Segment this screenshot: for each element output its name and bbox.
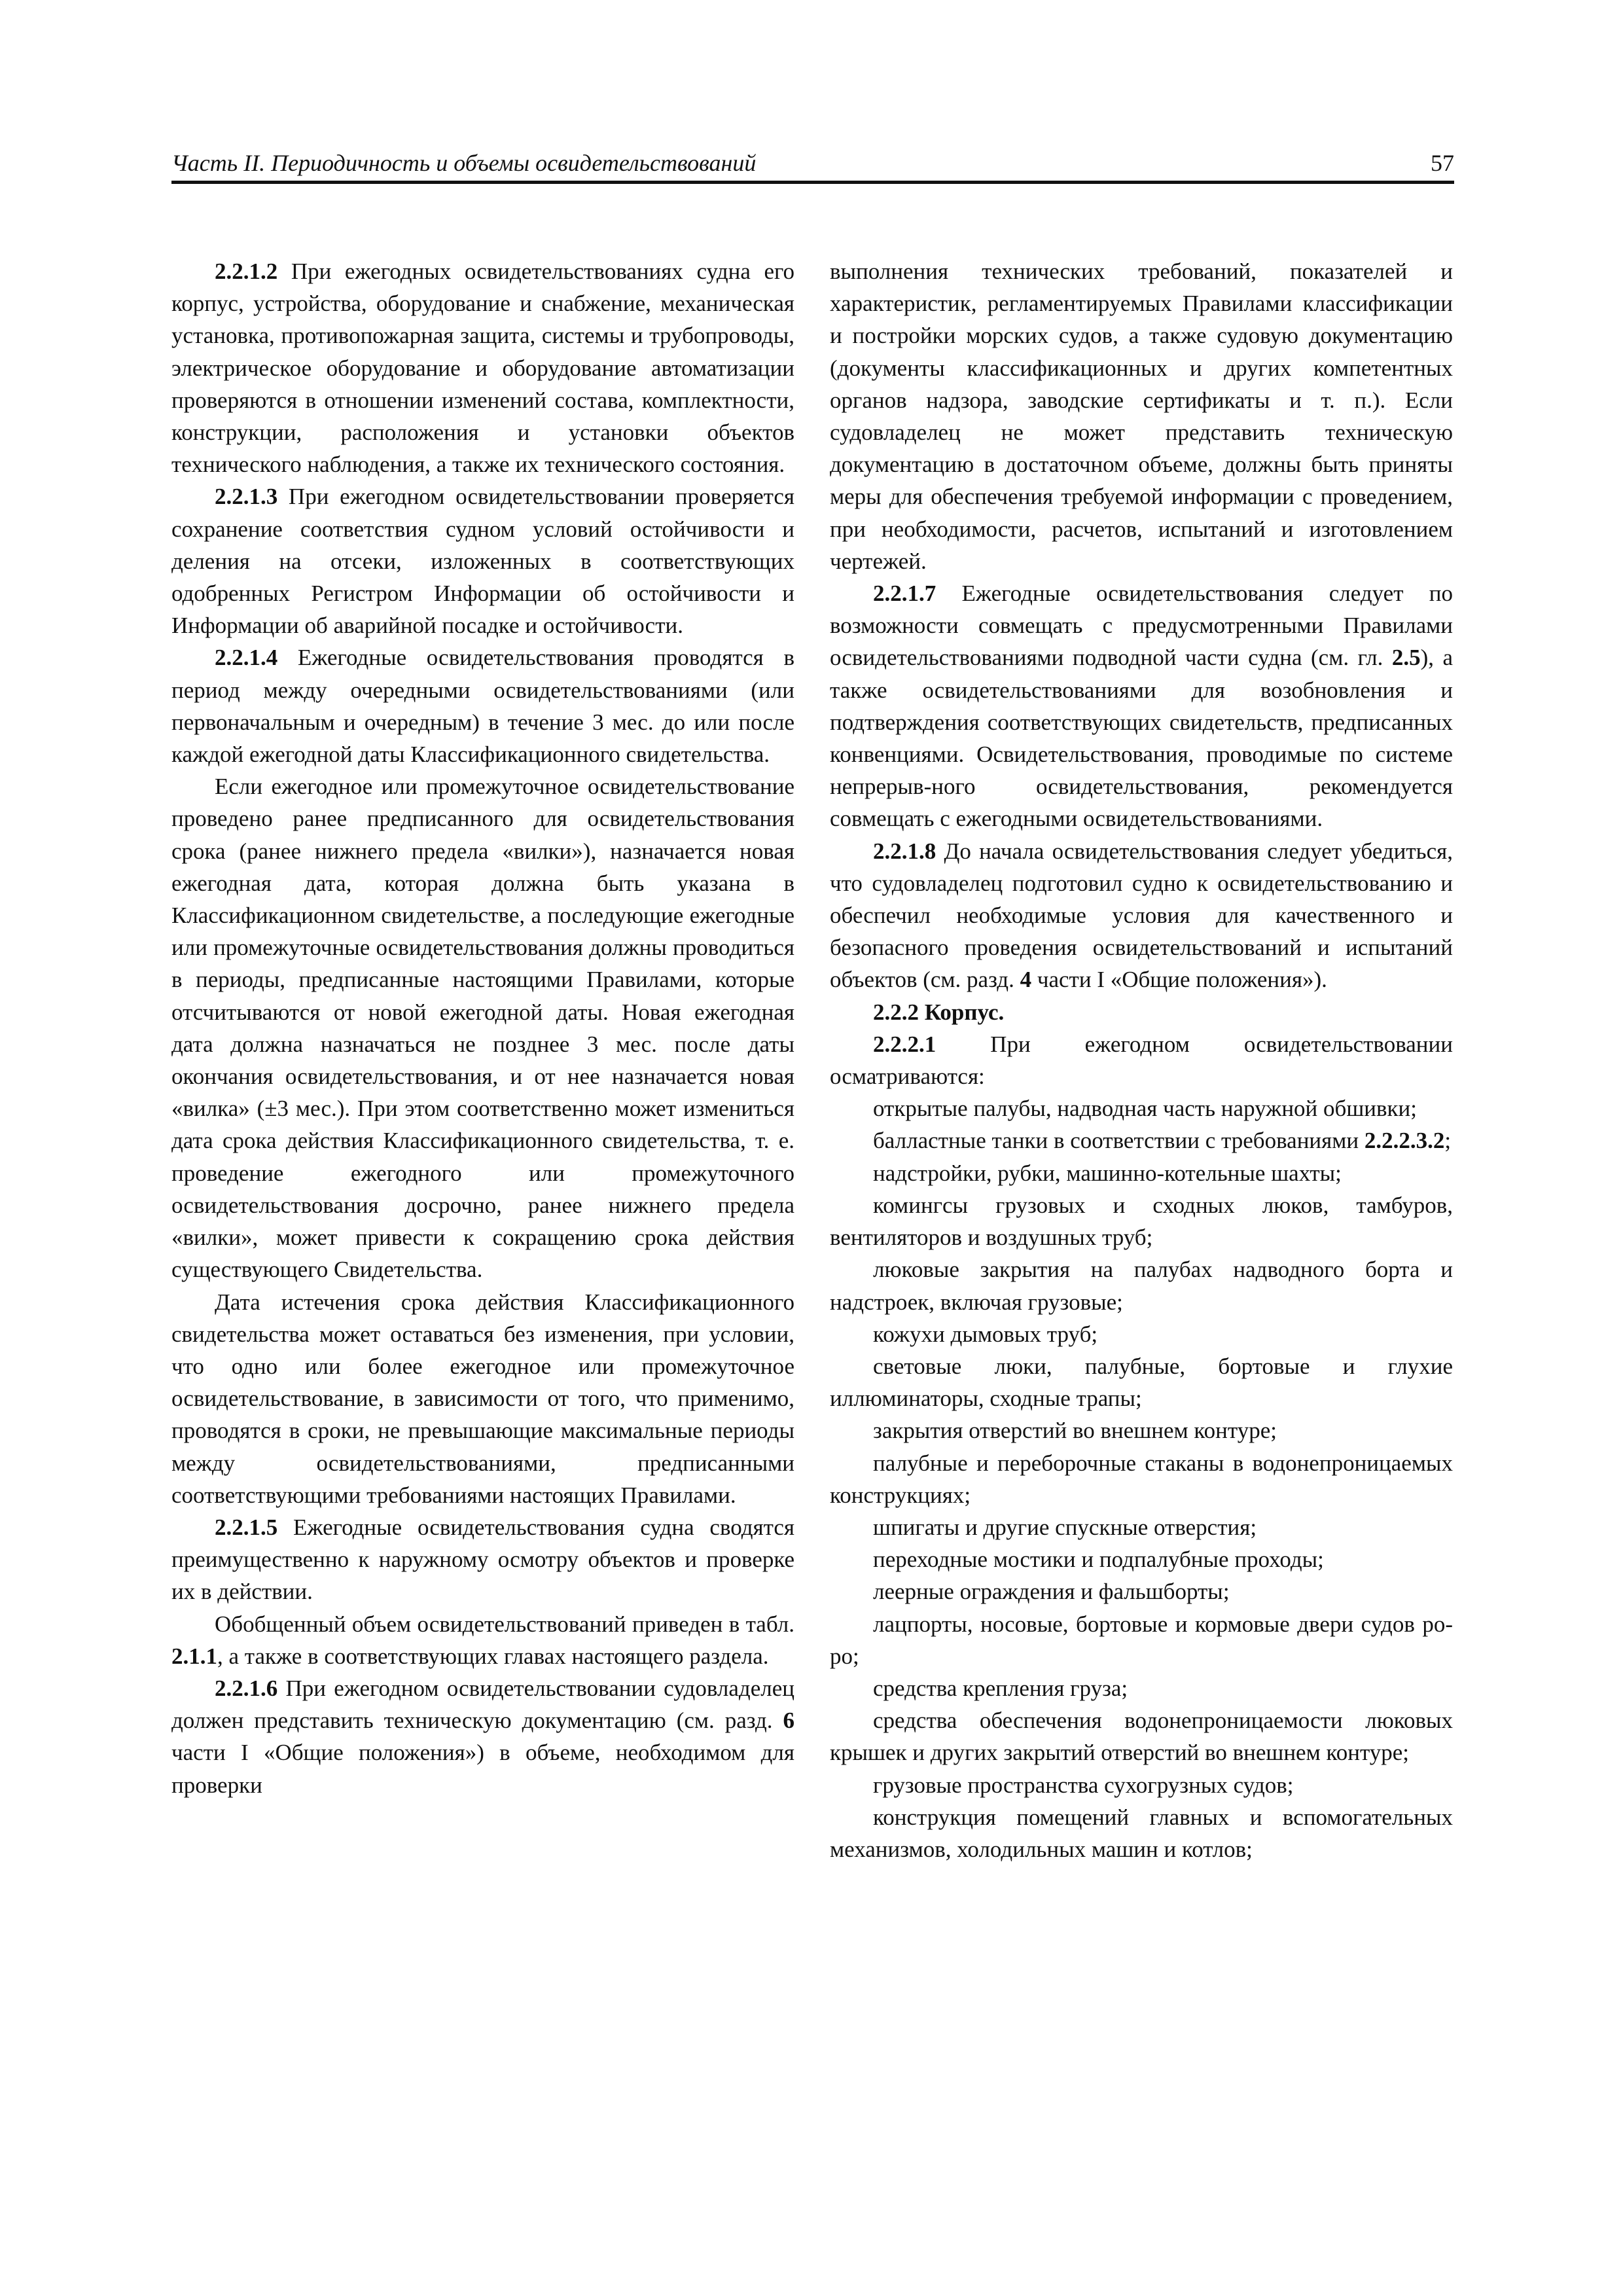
paragraph-text: леерные ограждения и фальшборты; <box>873 1579 1230 1605</box>
paragraph <box>171 1608 794 1672</box>
running-header <box>171 140 1454 184</box>
paragraph-text: световые люки, палубные, бортовые и глухие иллюминаторы, сходные трапы; <box>830 1353 1453 1412</box>
paragraph-text: При ежегодном освидетельствовании судовладелец должен представить техническую документацию (см. разд. <box>171 1675 794 1734</box>
paragraph <box>830 1672 1453 1704</box>
paragraph-text: Ежегодные освидетельствования проводятся в период между очередными освидетельствованиями (или первоначальным и очередным) в течение 3 мес. до или после каждой ежегодной даты Классификационного свидетельства. <box>171 645 794 768</box>
paragraph <box>830 1318 1453 1350</box>
paragraph-text-after: , а также в соответствующих главах настоящего раздела. <box>217 1643 769 1669</box>
paragraph <box>171 1511 794 1608</box>
paragraph-text: При ежегодном освидетельствовании проверяется сохранение соответствия судном условий остойчивости и деления на отсеки, изложенных в соответствующих одобренных Регистром Информации об остойчивости и Информации об аварийной посадке и остойчивости. <box>171 484 794 639</box>
paragraph-text: открытые палубы, надводная часть наружной обшивки; <box>873 1096 1418 1122</box>
paragraph <box>830 1704 1453 1768</box>
paragraph <box>830 1769 1453 1801</box>
paragraph-text: надстройки, рубки, машинно-котельные шахты; <box>873 1160 1342 1186</box>
paragraph-text: лацпорты, носовые, бортовые и кормовые двери судов ро-ро; <box>830 1611 1453 1669</box>
paragraph-text: Ежегодные освидетельствования следует по возможности совмещать с предусмотренными Правилами освидетельствованиями подводной части судна (см. гл. <box>830 581 1453 671</box>
paragraph-text: выполнения технических требований, показателей и характеристик, регламентируемых Правилами классификации и постройки морских судов, а также судовую документацию (документы классификационных и других компетентных органов надзора, заводские сертификаты и т. п.). Если судовладелец не может представить техническую документацию в достаточном объеме, должны быть приняты меры для обеспечения требуемой информации с проведением, при необходимости, расчетов, испытаний и изготовлением чертежей. <box>830 259 1453 574</box>
cross-reference: 4 <box>1020 967 1032 993</box>
paragraph-text: конструкция помещений главных и вспомогательных механизмов, холодильных машин и котлов; <box>830 1804 1453 1862</box>
paragraph <box>171 255 794 480</box>
paragraph-text: При ежегодном освидетельствовании осматриваются: <box>830 1031 1453 1090</box>
paragraph <box>830 1092 1453 1124</box>
paragraph-text: Ежегодные освидетельствования судна сводятся преимущественно к наружному осмотру объектов и проверке их в действии. <box>171 1514 794 1605</box>
cross-reference: 2.2.2.3.2 <box>1364 1128 1445 1154</box>
paragraph-text: переходные мостики и подпалубные проходы; <box>873 1547 1324 1573</box>
paragraph-text: Дата истечения срока действия Классификационного свидетельства может оставаться без изменения, при условии, что одно или более ежегодное или промежуточное освидетельствование, в зависимости от того, что применимо, проводятся в сроки, не превышающие максимальные периоды между освидетельствованиями, предписанными соответствующими требованиями настоящих Правилами. <box>171 1289 794 1508</box>
page-number: 57 <box>1431 150 1454 176</box>
paragraph-text: Обобщенный объем освидетельствований приведен в табл. <box>215 1611 794 1637</box>
paragraph <box>171 770 794 1285</box>
cross-reference: 2.1.1 <box>171 1643 217 1669</box>
paragraph <box>830 577 1453 835</box>
paragraph <box>830 1608 1453 1672</box>
paragraph <box>830 1253 1453 1318</box>
paragraph-text: шпигаты и другие спускные отверстия; <box>873 1514 1257 1540</box>
cross-reference: 6 <box>783 1708 794 1734</box>
paragraph-text-after: ), а также освидетельствованиями для возобновления и подтверждения соответствующих свидетельств, предписанных конвенциями. Освидетельствования, проводимые по системе непрерыв-ного освидетельствования, рекомендуется совмещать с ежегодными освидетельствованиями. <box>830 645 1453 832</box>
clause-number: 2.2.1.6 <box>215 1675 278 1701</box>
paragraph-text: палубные и переборочные стаканы в водонепроницаемых конструкциях; <box>830 1450 1453 1508</box>
clause-number: 2.2.1.5 <box>215 1514 278 1540</box>
paragraph <box>830 1447 1453 1511</box>
paragraph <box>830 255 1453 577</box>
paragraph-text: комингсы грузовых и сходных люков, тамбуров, вентиляторов и воздушных труб; <box>830 1192 1453 1251</box>
paragraph <box>830 996 1453 1028</box>
running-header-title: Часть II. Периодичность и объемы освидетельствований <box>171 150 757 176</box>
paragraph <box>830 1189 1453 1253</box>
paragraph <box>830 1350 1453 1414</box>
paragraph-text: люковые закрытия на палубах надводного борта и надстроек, включая грузовые; <box>830 1257 1453 1315</box>
paragraph-text: балластные танки в соответствии с требованиями <box>873 1128 1364 1154</box>
clause-number: 2.2.1.7 <box>873 581 936 607</box>
paragraph-text: средства крепления груза; <box>873 1675 1128 1701</box>
paragraph-text-after: ; <box>1444 1128 1452 1154</box>
paragraph <box>171 641 794 770</box>
paragraph <box>830 1124 1453 1157</box>
paragraph-text-after: части I «Общие положения»). <box>1031 967 1327 993</box>
paragraph <box>171 1286 794 1511</box>
paragraph <box>830 1511 1453 1543</box>
paragraph-text-after: части I «Общие положения») в объеме, необходимом для проверки <box>171 1740 794 1798</box>
clause-number: 2.2.1.8 <box>873 838 936 864</box>
paragraph <box>830 1575 1453 1607</box>
paragraph-text: До начала освидетельствования следует убедиться, что судовладелец подготовил судно к освидетельствованию и обеспечил необходимые условия для качественного и безопасного проведения освидетельствований и испытаний объектов (см. разд. <box>830 838 1453 993</box>
paragraph <box>830 1543 1453 1575</box>
paragraph-text: При ежегодных освидетельствованиях судна его корпус, устройства, оборудование и снабжение, механическая установка, противопожарная защита, системы и трубопроводы, электрическое оборудование и оборудование автоматизации проверяются в отношении изменений состава, комплектности, конструкции, расположения и установки объектов технического наблюдения, а также их технического состояния. <box>171 259 794 478</box>
cross-reference: 2.5 <box>1391 645 1421 671</box>
right-column <box>830 255 1453 1865</box>
clause-number: 2.2.2 Корпус. <box>873 999 1005 1025</box>
left-column <box>171 255 794 1801</box>
paragraph <box>830 1801 1453 1865</box>
paragraph-text: Если ежегодное или промежуточное освидетельствование проведено ранее предписанного для освидетельствования срока (ранее нижнего предела «вилки»), назначается новая ежегодная дата, которая должна быть указана в Классификационном свидетельстве, а последующие ежегодные или промежуточные освидетельствования должны проводиться в периоды, предписанные настоящими Правилами, которые отсчитываются от новой ежегодной даты. Новая ежегодная дата должна назначаться не позднее 3 мес. после даты окончания освидетельствования, и от нее назначается новая «вилка» (±3 мес.). При этом соответственно может измениться дата срока действия Классификационного свидетельства, т. е. проведение ежегодного или промежуточного освидетельствования досрочно, ранее нижнего предела «вилки», может привести к сокращению срока действия существующего Свидетельства. <box>171 774 794 1283</box>
clause-number: 2.2.1.3 <box>215 484 278 510</box>
paragraph <box>830 1414 1453 1446</box>
paragraph <box>830 835 1453 996</box>
paragraph-text: грузовые пространства сухогрузных судов; <box>873 1772 1294 1798</box>
paragraph <box>830 1028 1453 1092</box>
paragraph-text: закрытия отверстий во внешнем контуре; <box>873 1418 1277 1444</box>
clause-number: 2.2.2.1 <box>873 1031 936 1057</box>
clause-number: 2.2.1.4 <box>215 645 278 671</box>
clause-number: 2.2.1.2 <box>215 259 278 284</box>
paragraph-text: средства обеспечения водонепроницаемости люковых крышек и других закрытий отверстий во внешнем контуре; <box>830 1708 1453 1766</box>
paragraph <box>171 1672 794 1801</box>
paragraph-text: кожухи дымовых труб; <box>873 1321 1098 1347</box>
paragraph <box>830 1157 1453 1189</box>
paragraph <box>171 480 794 641</box>
